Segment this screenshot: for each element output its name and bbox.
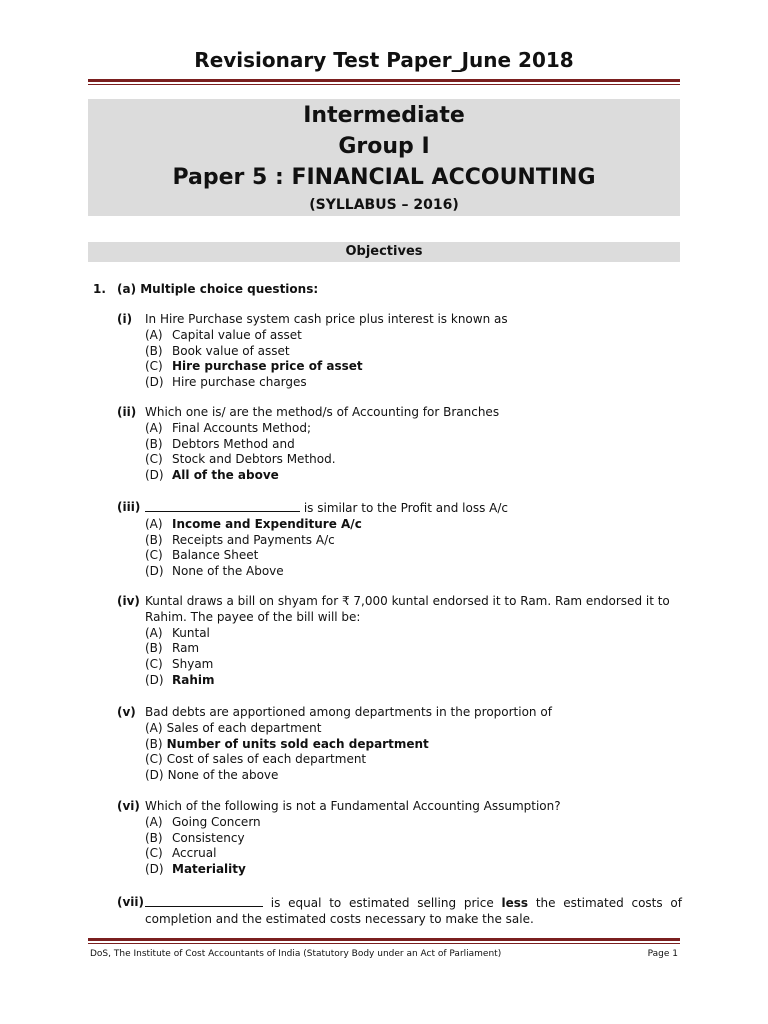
page-title: Revisionary Test Paper_June 2018	[194, 48, 574, 72]
option-d: (D) All of the above	[145, 468, 279, 483]
option-d: (D) Rahim	[145, 672, 215, 687]
question-ii	[117, 405, 682, 484]
option-b: (B) Ram	[145, 641, 200, 656]
option-b: (B) Debtors Method and	[145, 436, 295, 451]
header-paper: Paper 5 : FINANCIAL ACCOUNTING	[172, 165, 596, 190]
option-c: (C) Accrual	[145, 846, 217, 861]
header-group: Group I	[338, 134, 430, 159]
question-heading	[93, 282, 318, 296]
option-b: (B) Book value of asset	[145, 343, 290, 358]
question-roman: (iii)	[117, 500, 141, 514]
question-roman: (vi)	[117, 799, 140, 813]
option-d: (D) None of the Above	[145, 564, 284, 579]
question-text: Bad debts are apportioned among departments in the proportion of	[145, 705, 552, 719]
answer-blank	[145, 895, 263, 907]
question-text: is equal to estimated selling price less the estimated costs of completion and the estimated costs necessary to make the sale.	[145, 896, 682, 926]
option-a: (A) Kuntal	[145, 625, 210, 640]
option-a: (A) Capital value of asset	[145, 327, 302, 342]
question-iii	[117, 500, 682, 580]
option-a: (A) Going Concern	[145, 814, 261, 829]
question-iv	[117, 594, 682, 689]
option-c: (C) Balance Sheet	[145, 548, 259, 563]
option-c: (C) Hire purchase price of asset	[145, 359, 363, 374]
option-c: (C) Stock and Debtors Method.	[145, 452, 336, 467]
option-b: (B) Number of units sold each department	[145, 736, 429, 751]
section-title: Objectives	[88, 242, 680, 262]
question-text: Kuntal draws a bill on shyam for ₹ 7,000 kuntal endorsed it to Ram. Ram endorsed it to Rahim. The payee of the bill will be:	[145, 594, 670, 624]
option-b: (B) Receipts and Payments A/c	[145, 532, 335, 547]
question-roman: (ii)	[117, 405, 137, 419]
option-d: (D) Materiality	[145, 862, 246, 877]
option-c: (C) Cost of sales of each department	[145, 752, 367, 767]
question-v	[117, 705, 682, 784]
question-vii	[117, 895, 682, 928]
option-b: (B) Consistency	[145, 830, 245, 845]
header-syllabus: (SYLLABUS – 2016)	[309, 197, 459, 213]
option-d: (D) None of the above	[145, 768, 279, 783]
question-roman: (i)	[117, 312, 133, 326]
page-number: Page 1	[647, 949, 678, 959]
question-roman: (vii)	[117, 895, 145, 909]
question-i	[117, 312, 682, 391]
footer-rule	[88, 938, 680, 941]
question-text: In Hire Purchase system cash price plus interest is known as	[145, 312, 508, 326]
question-text: Which of the following is not a Fundamental Accounting Assumption?	[145, 799, 561, 813]
option-c: (C) Shyam	[145, 657, 214, 672]
top-rule-thin	[88, 84, 680, 85]
question-vi	[117, 799, 682, 878]
option-a: (A) Income and Expenditure A/c	[145, 516, 362, 531]
header-level: Intermediate	[303, 103, 465, 128]
question-roman: (v)	[117, 705, 136, 719]
footer-rule-thin	[88, 943, 680, 944]
top-rule	[88, 79, 680, 82]
answer-blank	[145, 500, 300, 512]
question-roman: (iv)	[117, 594, 140, 608]
option-d: (D) Hire purchase charges	[145, 375, 307, 390]
option-a: (A) Final Accounts Method;	[145, 420, 312, 435]
paper-header	[88, 99, 680, 216]
question-number: 1.	[93, 282, 106, 296]
footer-institute: DoS, The Institute of Cost Accountants of India (Statutory Body under an Act of Parliament)	[90, 949, 502, 959]
option-a: (A) Sales of each department	[145, 720, 322, 735]
question-text: is similar to the Profit and loss A/c	[145, 500, 682, 517]
question-heading-text: (a) Multiple choice questions:	[117, 282, 319, 296]
question-text: Which one is/ are the method/s of Accounting for Branches	[145, 405, 500, 419]
